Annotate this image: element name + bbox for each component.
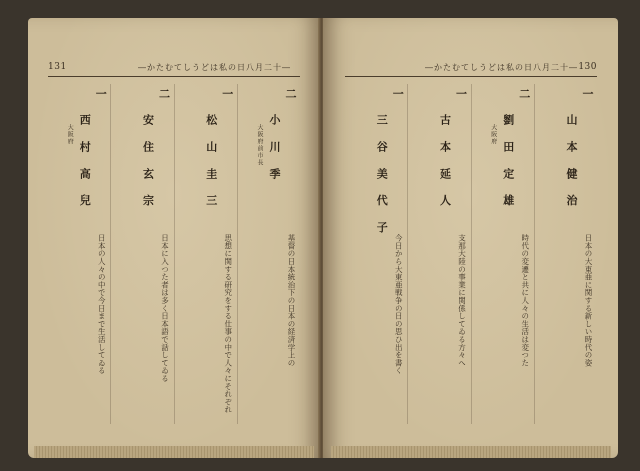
entry-marker: 一 (94, 88, 108, 99)
entry-author-name: 劉 田 定 雄 (501, 114, 515, 212)
left-page-columns (48, 84, 300, 424)
open-book (28, 18, 618, 458)
entry-author-name: 小 川 季 (268, 114, 281, 185)
entry-body-text: 思想に関する研究をする仕事の中で人々にそれぞれ (223, 234, 233, 414)
entry-marker: 一 (391, 88, 405, 99)
left-page-header (48, 62, 300, 77)
left-column-3 (110, 84, 173, 424)
entry-body-text: 支那大陸の事業に関係してゐる方々へ (457, 234, 467, 367)
entry-author-name: 三 谷 美 代 子 (375, 114, 389, 239)
right-column-2 (471, 84, 534, 424)
entry-body-text: 日本の人々の中で今日まで生活してゐる (97, 234, 107, 375)
entry-marker: 二 (157, 88, 171, 99)
left-column-1 (237, 84, 300, 424)
entry-marker: 一 (454, 88, 468, 99)
left-page-edge (34, 446, 314, 458)
right-column-4 (345, 84, 407, 424)
entry-body-text: 日本の大東亜に関する新しい時代の姿 (584, 234, 593, 367)
right-page-columns (345, 84, 597, 424)
right-running-title: ―かたむてしうどは私の日八月二十― (425, 63, 578, 72)
left-page (28, 18, 320, 458)
right-page-header (345, 62, 597, 77)
entry-author-name: 山 本 健 治 (565, 114, 578, 212)
entry-affiliation: 大阪府 (66, 124, 74, 145)
entry-author-name: 安 住 玄 宗 (141, 114, 155, 212)
right-column-3 (407, 84, 470, 424)
entry-marker: 二 (517, 88, 531, 99)
entry-affiliation: 大阪府前市長 (256, 124, 263, 166)
left-page-number: 131 (48, 62, 67, 72)
entry-affiliation: 大阪府 (489, 124, 497, 145)
entry-body-text: 時代の変遷と共に人々の生活は変つた (520, 234, 530, 367)
right-page-edge (331, 446, 611, 458)
entry-body-text: 基督の日本統治下の日本の経済学上の (287, 234, 296, 367)
right-column-1 (534, 84, 597, 424)
left-column-2 (174, 84, 237, 424)
entry-body-text: 今日から大東亜戦争の日の思ひ出を書く (394, 234, 404, 375)
entry-marker: 一 (581, 88, 594, 99)
right-page (323, 18, 618, 458)
entry-marker: 一 (220, 88, 234, 99)
entry-marker: 二 (284, 88, 297, 99)
left-column-4 (48, 84, 110, 424)
entry-author-name: 松 山 圭 三 (204, 114, 218, 212)
entry-body-text: 日本に入つた者は多く日本語で話してゐる (160, 234, 170, 383)
entry-author-name: 西 村 高 兒 (78, 114, 92, 212)
right-page-number: 130 (578, 62, 597, 72)
entry-author-name: 古 本 延 人 (438, 114, 452, 212)
left-running-title: ―かたむてしうどは私の日八月二十― (138, 63, 291, 72)
